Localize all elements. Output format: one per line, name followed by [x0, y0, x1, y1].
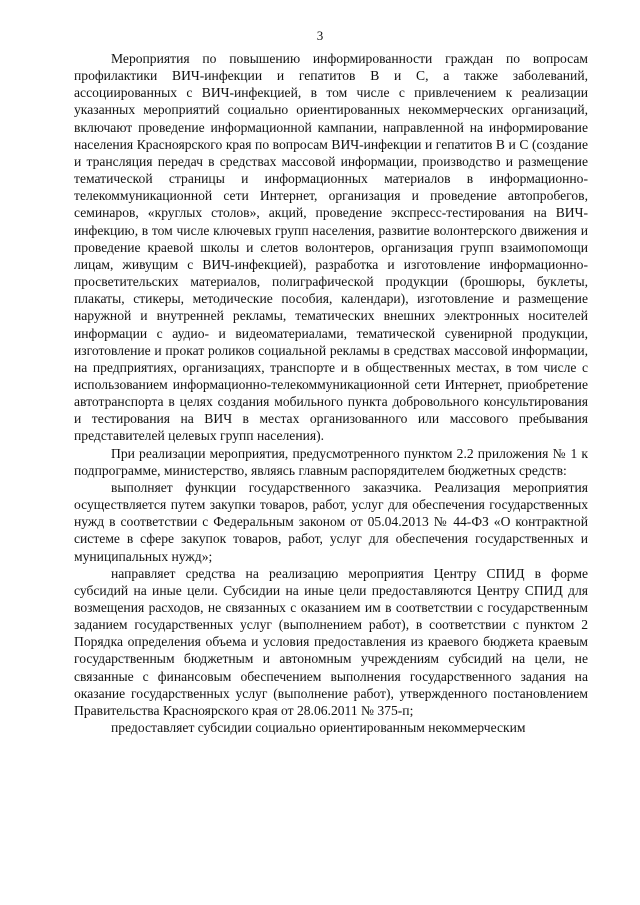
paragraph-subsidy-nco: предоставляет субсидии социально ориентированным некоммерческим	[111, 720, 526, 736]
paragraph-implementation-intro: При реализации мероприятия, предусмотренного пунктом 2.2 приложения № 1 к подпрограмме, министерство, являясь главным распорядителем бюджетных средств:	[74, 445, 588, 478]
paragraph-information-campaign: Мероприятия по повышению информированности граждан по вопросам профилактики ВИЧ-инфекции и гепатитов В и С, а также заболеваний, ассоциированных с ВИЧ-инфекцией, в том числе с привлечением к реализации указанных мероприятий социально ориентированных некоммерческих организаций, включают проведение информационной кампании, направленной на информирование населения Красноярского края по вопросам ВИЧ-инфекции и гепатитов В и С (создание и трансляция передач в средствах массовой информации, производство и размещение тематической страницы и информационных материалов в информационно-телекоммуникационной сети Интернет, организация и проведение автопробегов, семинаров, «круглых столов», акций, проведение экспресс-тестирования на ВИЧ-инфекцию, в том числе ключевых групп населения, развитие волонтерского движения и проведение краевой школы и слетов волонтеров, организация групп взаимопомощи лицам, живущим с ВИЧ-инфекцией), разработка и изготовление информационно-просветительских материалов, полиграфической продукции (брошюры, буклеты, плакаты, стикеры, методические пособия, календари), изготовление и размещение наружной и внутренней рекламы, тематических внешних электронных носителей информации с аудио- и видеоматериалами, тематической сувенирной продукции, изготовление и прокат роликов социальной рекламы в средствах массовой информации, на предприятиях, организациях, транспорте и в общественных местах, в том числе с использованием информационно-телекоммуникационной сети Интернет, приобретение автотранспорта в целях создания мобильного пункта добровольного консультирования и тестирования на ВИЧ в местах организованного или массового пребывания представителей целевых групп населения).	[74, 51, 588, 444]
document-body	[74, 50, 588, 736]
paragraph-state-customer: выполняет функции государственного заказчика. Реализация мероприятия осуществляется путем закупки товаров, работ, услуг для обеспечения государственных нужд в соответствии с Федеральным законом от 05.04.2013 № 44-ФЗ «О контрактной системе в сфере закупок товаров, работ, услуг для обеспечения государственных и муниципальных нужд»;	[74, 479, 588, 564]
page-number: 3	[316, 28, 324, 43]
paragraph-subsidy-aids-center: направляет средства на реализацию мероприятия Центру СПИД в форме субсидий на иные цели. Субсидии на иные цели предоставляются Центру СПИД для возмещения расходов, не связанных с оказанием им в соответствии с государственным заданием государственных услуг (выполнением работ), в соответствии с пунктом 2 Порядка определения объема и условия предоставления из краевого бюджета краевым государственным бюджетным и автономным учреждениям субсидий на цели, не связанные с финансовым обеспечением выполнения государственного задания на оказание государственных услуг (выполнение работ), утвержденного постановлением Правительства Красноярского края от 28.06.2011 № 375-п;	[74, 565, 588, 718]
